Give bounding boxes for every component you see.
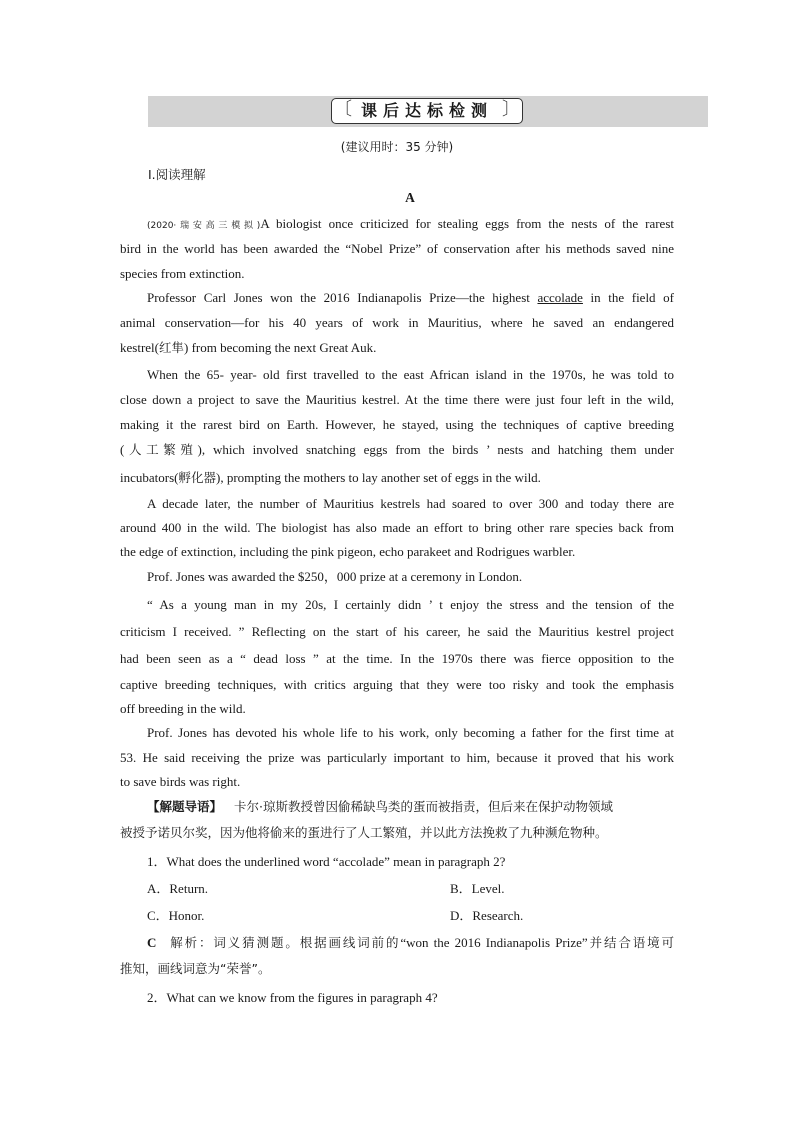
section-title: Ⅰ.阅读理解 (148, 167, 206, 182)
passage-line: close down a project to save the Mauritius kestrel. At the time there were just four left in the wild, (120, 392, 674, 407)
answer-explanation: C 解析：词义猜测题。根据画线词前的“won the 2016 Indianapolis Prize”并结合语境可 (147, 935, 674, 950)
passage-line: criticism I received. ” Reflecting on the start of his career, he said the Mauritius kestrel project (120, 624, 674, 639)
solution-guide-line: 被授予诺贝尔奖，因为他将偷来的蛋进行了人工繁殖，并以此方法挽救了九种濒危物种。 (120, 825, 608, 840)
passage-line: A decade later, the number of Mauritius kestrels had soared to over 300 and today there are (147, 496, 674, 511)
passage-line: incubators(孵化器), prompting the mothers to lay another set of eggs in the wild. (120, 470, 541, 485)
passage-line: (2020·瑞安高三模拟)A biologist once criticized for stealing eggs from the nests of the rarest (147, 216, 674, 231)
passage-line: “ As a young man in my 20s, I certainly didn ’ t enjoy the stress and the tension of the (147, 597, 674, 612)
answer-explanation-line: 推知，画线词意为“荣誉”。 (120, 961, 271, 976)
passage-line: species from extinction. (120, 266, 245, 281)
passage-line: captive breeding techniques, with critics arguing that they were too risky and took the emphasis (120, 677, 674, 692)
section-banner (148, 96, 708, 127)
question-stem: 1．What does the underlined word “accolade” mean in paragraph 2? (147, 854, 506, 869)
passage-line: around 400 in the wild. The biologist has also made an effort to bring other rare species back from (120, 520, 674, 535)
passage-line: had been seen as a “ dead loss ” at the time. In the 1970s there was fierce opposition to the (120, 651, 674, 666)
passage-line: kestrel(红隼) from becoming the next Great Auk. (120, 340, 377, 355)
option-a: A．Return. (147, 881, 209, 896)
part-label: A (405, 190, 415, 205)
passage-line: making it the rarest bird on Earth. However, he stayed, using the techniques of captive breeding (120, 417, 674, 432)
option-b: B．Level. (450, 881, 505, 896)
solution-guide: 【解题导语】 卡尔·琼斯教授曾因偷稀缺鸟类的蛋而被指责，但后来在保护动物领域 (147, 799, 613, 814)
question-stem: 2．What can we know from the figures in paragraph 4? (147, 990, 438, 1005)
guide-label: 【解题导语】 (147, 799, 223, 814)
banner-title: 课后达标检测 (360, 101, 493, 120)
suggested-time-note: (建议用时：35 分钟) (340, 140, 454, 154)
passage-line: When the 65- year- old first travelled to the east African island in the 1970s, he was told to (147, 367, 674, 382)
passage-line: the edge of extinction, including the pink pigeon, echo parakeet and Rodrigues warbler. (120, 544, 576, 559)
passage-line: Prof. Jones was awarded the $250，000 prize at a ceremony in London. (147, 569, 523, 584)
passage-line: (人工繁殖), which involved snatching eggs from the birds ’ nests and hatching them under (120, 442, 674, 457)
passage-line: off breeding in the wild. (120, 701, 246, 716)
passage-line: Prof. Jones has devoted his whole life to his work, only becoming a father for the first time at (147, 725, 674, 740)
option-c: C．Honor. (147, 908, 205, 923)
source-note: (2020·瑞安高三模拟) (147, 221, 261, 231)
banner-right-bracket: 〕 (502, 99, 520, 120)
passage-line: animal conservation—for his 40 years of work in Mauritius, where he saved an endangered (120, 315, 674, 330)
banner-title-box (331, 98, 523, 124)
underlined-word: accolade (537, 290, 583, 305)
passage-line: to save birds was right. (120, 774, 241, 789)
passage-line: Professor Carl Jones won the 2016 Indianapolis Prize—the highest accolade in the field of (147, 290, 674, 305)
answer-letter: C (147, 935, 157, 950)
banner-left-bracket: 〔 (334, 99, 352, 120)
passage-line: bird in the world has been awarded the “Nobel Prize” of conservation after his methods saved nine (120, 241, 674, 256)
option-d: D．Research. (450, 908, 524, 923)
passage-line: 53. He said receiving the prize was particularly important to him, because it proved that his work (120, 750, 674, 765)
